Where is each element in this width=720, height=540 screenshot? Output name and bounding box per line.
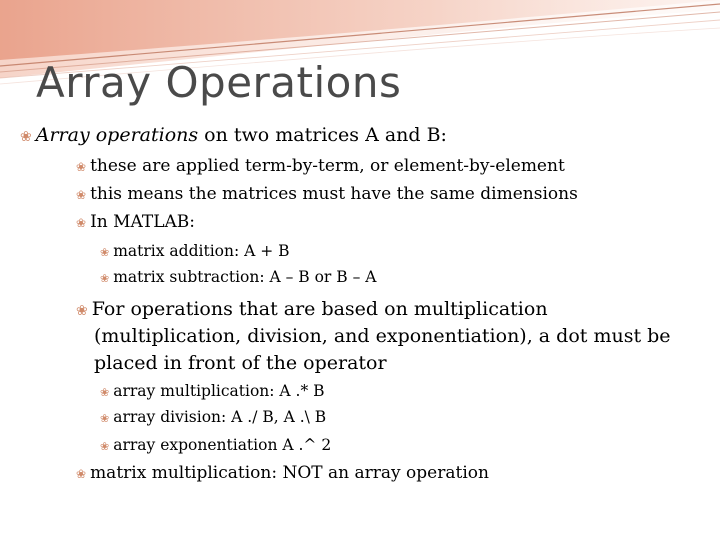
- bullet-matrix-addition: [100, 242, 290, 260]
- bullet-icon: ❀: [76, 303, 88, 319]
- bullet-icon: ❀: [100, 272, 110, 285]
- bullet-matrix-multiplication: [76, 463, 489, 483]
- bullet-icon: ❀: [100, 412, 110, 425]
- bullet-text: For operations that are based on multiplication: [91, 298, 548, 320]
- bullet-text: this means the matrices must have the same dimensions: [90, 184, 578, 204]
- bullet-icon: ❀: [100, 440, 110, 453]
- bullet-text: these are applied term-by-term, or element-by-element: [90, 156, 565, 176]
- bullet-array-multiplication: [100, 382, 325, 400]
- bullet-icon: ❀: [20, 129, 32, 145]
- bullet-icon: ❀: [76, 216, 87, 230]
- bullet-matrix-subtraction: [100, 268, 376, 286]
- bullet-text: on two matrices A and B:: [198, 124, 447, 146]
- bullet-text: array division: A ./ B, A .\ B: [113, 408, 327, 426]
- bullet-multiplication-ops-line-3: placed in front of the operator: [94, 352, 387, 374]
- bullet-in-matlab: [76, 212, 195, 232]
- bullet-same-dimensions: [76, 184, 578, 204]
- bullet-text: matrix multiplication: NOT an array operation: [90, 463, 489, 483]
- bullet-text: array multiplication: A .* B: [113, 382, 325, 400]
- bullet-term-by-term: [76, 156, 565, 176]
- bullet-array-operations: [20, 124, 447, 146]
- bullet-multiplication-ops: [76, 298, 548, 320]
- bullet-icon: ❀: [76, 467, 87, 481]
- bullet-text: matrix addition: A + B: [113, 242, 290, 260]
- bullet-emphasis: Array operations: [35, 124, 199, 146]
- bullet-icon: ❀: [76, 160, 87, 174]
- bullet-icon: ❀: [76, 188, 87, 202]
- bullet-text: array exponentiation A .^ 2: [113, 436, 332, 454]
- bullet-text: matrix subtraction: A – B or B – A: [113, 268, 377, 286]
- bullet-icon: ❀: [100, 386, 110, 399]
- bullet-array-division: [100, 408, 326, 426]
- bullet-array-exponentiation: [100, 436, 331, 454]
- bullet-multiplication-ops-line-2: (multiplication, division, and exponentiation), a dot must be: [94, 325, 671, 347]
- bullet-icon: ❀: [100, 246, 110, 259]
- slide-title: Array Operations: [36, 58, 402, 107]
- bullet-text: In MATLAB:: [90, 212, 196, 232]
